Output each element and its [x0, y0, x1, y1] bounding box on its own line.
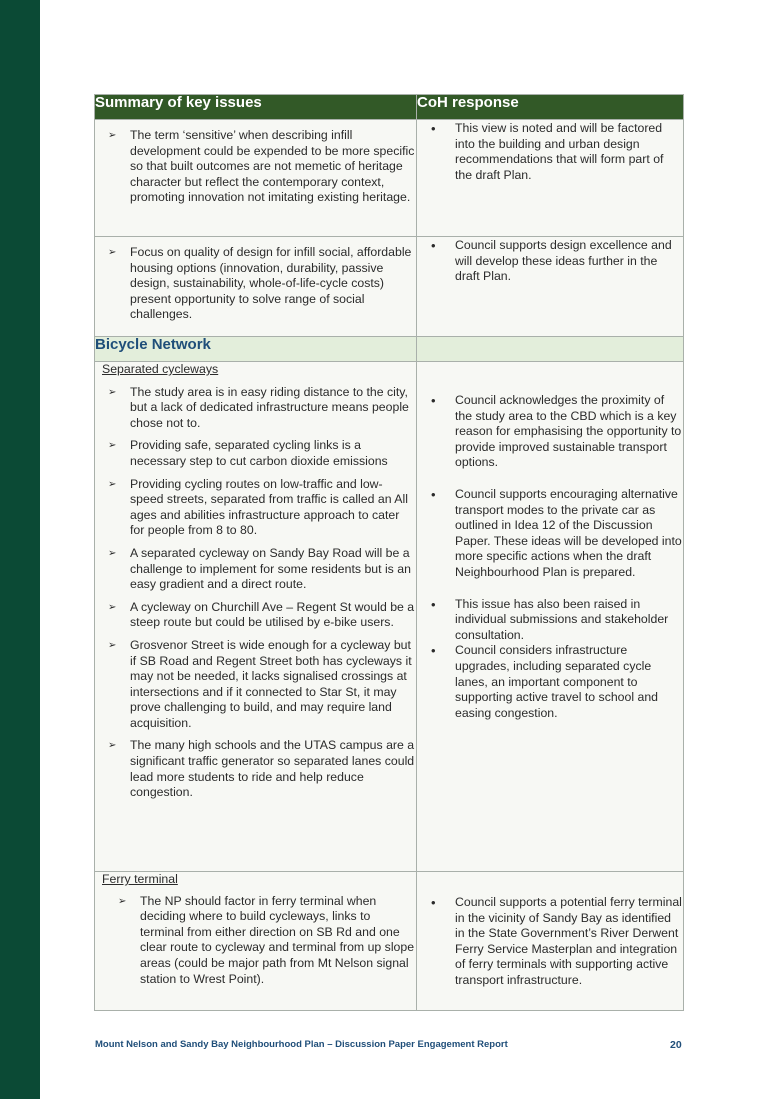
- list-item: ➢ The many high schools and the UTAS campus are a significant traffic generator so separated lanes could lead more students to ride and help reduce congestion.: [95, 738, 416, 800]
- header-coh-response: CoH response: [417, 95, 684, 120]
- subheading-ferry: Ferry terminal: [102, 872, 178, 886]
- page-number: 20: [670, 1039, 682, 1051]
- list-item: ➢ Providing cycling routes on low-traffic and low-speed streets, separated from traffic is called an All ages and abilities infrastructure approach to cater for people from 8 to 80.: [95, 477, 416, 539]
- list-item: • This issue has also been raised in individual submissions and stakeholder consultation.: [417, 597, 683, 644]
- response-list: [417, 121, 683, 183]
- table-row: [95, 362, 684, 872]
- footer-title: Mount Nelson and Sandy Bay Neighbourhood Plan – Discussion Paper Engagement Report: [95, 1039, 508, 1050]
- response-list: [417, 895, 683, 989]
- list-item: ➢ A separated cycleway on Sandy Bay Road will be a challenge to implement for some residents but is an easy gradient and a direct route.: [95, 546, 416, 593]
- list-item: • This view is noted and will be factored into the building and urban design recommendations that will form part of the draft Plan.: [417, 121, 683, 183]
- section-title: Bicycle Network: [95, 337, 417, 362]
- response-cell: [417, 362, 684, 872]
- list-item: • Council acknowledges the proximity of the study area to the CBD which is a key reason for emphasising the opportunity to provide improved sustainable transport options.: [417, 393, 683, 471]
- issue-list: [95, 385, 416, 801]
- issues-table: [94, 94, 684, 1011]
- list-item: ➢ The NP should factor in ferry terminal when deciding where to build cycleways, links to terminal from either direction on SB Rd and one clear route to cycleway and terminal from up slope areas (could be major path from Mt Nelson signal station to Wrest Point).: [95, 894, 416, 988]
- list-item: ➢ Providing safe, separated cycling links is a necessary step to cut carbon dioxide emissions: [95, 438, 416, 469]
- list-item: ➢ The study area is in easy riding distance to the city, but a lack of dedicated infrastructure means people chose not to.: [95, 385, 416, 432]
- list-item: ➢ Focus on quality of design for infill social, affordable housing options (innovation, durability, passive design, sustainability, whole-of-life-cycle costs) present opportunity to solve range of social challenges.: [95, 245, 416, 323]
- issue-cell: [95, 872, 417, 1011]
- table-row: [95, 120, 684, 237]
- table-row: [95, 237, 684, 337]
- list-item: • Council supports encouraging alternative transport modes to the private car as outlined in Idea 12 of the Discussion Paper. These ideas will be developed into more specific actions when the draft Neighbourhood Plan is prepared.: [417, 487, 683, 581]
- side-band: [0, 0, 40, 1099]
- issue-cell: [95, 362, 417, 872]
- response-cell: [417, 872, 684, 1011]
- issue-cell: [95, 120, 417, 237]
- list-item: • Council supports a potential ferry terminal in the vicinity of Sandy Bay as identified in the State Government’s River Derwent Ferry Service Masterplan and integration of ferry terminals with supporting active transport infrastructure.: [417, 895, 683, 989]
- response-cell: [417, 120, 684, 237]
- section-row: [95, 337, 684, 362]
- issue-list: [95, 245, 416, 323]
- table-row: [95, 872, 684, 1011]
- response-cell: [417, 237, 684, 337]
- response-list: [417, 393, 683, 721]
- issue-list: [95, 128, 416, 206]
- response-list: [417, 238, 683, 285]
- issue-list: [95, 894, 416, 988]
- list-item: • Council considers infrastructure upgrades, including separated cycle lanes, an important component to supporting active travel to school and easing congestion.: [417, 643, 683, 721]
- list-item: ➢ A cycleway on Churchill Ave – Regent St would be a steep route but could be utilised by e-bike users.: [95, 600, 416, 631]
- header-key-issues: Summary of key issues: [95, 95, 417, 120]
- issue-cell: [95, 237, 417, 337]
- list-item: ➢ Grosvenor Street is wide enough for a cycleway but if SB Road and Regent Street both has cycleways it may not be needed, it lacks signalised crossings at intersections and if it connected to Star St, it may prove challenging to build, and may require land acquisition.: [95, 638, 416, 732]
- list-item: • Council supports design excellence and will develop these ideas further in the draft Plan.: [417, 238, 683, 285]
- subheading-cycleways: Separated cycleways: [102, 362, 219, 376]
- list-item: ➢ The term ‘sensitive’ when describing infill development could be expended to be more specific so that built outcomes are not memetic of heritage character but reflect the contemporary context, promoting innovation not imitating existing heritage.: [95, 128, 416, 206]
- section-blank: [417, 337, 684, 362]
